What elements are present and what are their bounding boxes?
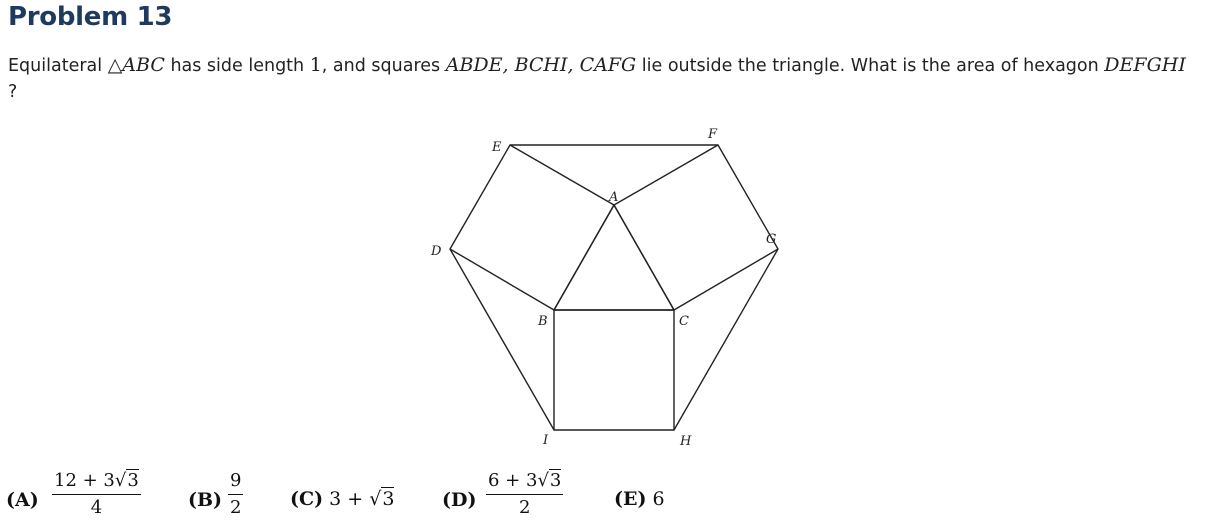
choice-d-fraction — [486, 470, 563, 518]
label-f: F — [708, 127, 718, 142]
triangle-abc — [554, 205, 674, 310]
label-e: E — [492, 140, 502, 155]
sqrt-icon: √ — [537, 470, 549, 491]
choice-a-num-text: 12 + 3 — [54, 470, 115, 491]
choice-e — [614, 488, 665, 510]
choice-c — [290, 488, 394, 510]
choice-b-numerator: 9 — [228, 470, 243, 495]
square-bchi — [554, 310, 674, 430]
label-a: A — [609, 190, 619, 205]
sqrt-icon: √ — [369, 488, 382, 510]
answer-choices — [0, 466, 1209, 529]
label-c: C — [679, 314, 689, 329]
label-h: H — [680, 434, 692, 449]
choice-b-letter: (B) — [188, 489, 223, 511]
label-d: D — [431, 244, 442, 259]
label-i: I — [543, 433, 549, 448]
hexagon-edge-gh — [674, 249, 778, 430]
choice-d-radicand: 3 — [549, 470, 562, 491]
problem-text-4: lie outside the triangle. What is the area of hexagon — [636, 56, 1105, 76]
side-length-math: 1 — [309, 54, 322, 76]
square-cafg — [614, 145, 778, 310]
problem-text-2: has side length — [164, 56, 310, 76]
choice-c-radicand: 3 — [382, 488, 395, 510]
choice-d-num-text: 6 + 3 — [488, 470, 538, 491]
problem-heading: Problem 13 — [8, 2, 173, 32]
choice-a-fraction — [52, 470, 141, 518]
sqrt-icon: √ — [114, 470, 127, 491]
choice-e-letter: (E) — [614, 488, 647, 510]
problem-text-1: Equilateral — [8, 56, 108, 76]
choice-b-denominator: 2 — [230, 497, 242, 518]
choice-d-denominator: 2 — [518, 497, 531, 518]
squares-math: ABDE, BCHI, CAFG — [445, 54, 637, 76]
label-b: B — [538, 314, 548, 329]
choice-c-letter: (C) — [290, 488, 324, 510]
choice-d-numerator — [486, 470, 563, 495]
choice-d-letter: (D) — [442, 489, 477, 511]
choice-a-numerator — [52, 470, 141, 495]
hexagon-edge-id — [450, 249, 554, 430]
label-g: G — [766, 232, 777, 247]
hexagon-math: DEFGHI — [1104, 54, 1186, 76]
choice-a-denominator: 4 — [90, 497, 103, 518]
choice-c-text: 3 + — [329, 488, 370, 510]
choice-b-fraction — [228, 470, 243, 518]
triangle-math: △ABC — [107, 54, 165, 76]
choice-a-letter: (A) — [6, 489, 39, 511]
square-abde — [450, 145, 614, 310]
problem-text-5: ? — [8, 82, 18, 102]
problem-text-3: , and squares — [321, 56, 446, 76]
choice-e-text: 6 — [652, 488, 665, 510]
choice-a-radicand: 3 — [127, 470, 139, 491]
